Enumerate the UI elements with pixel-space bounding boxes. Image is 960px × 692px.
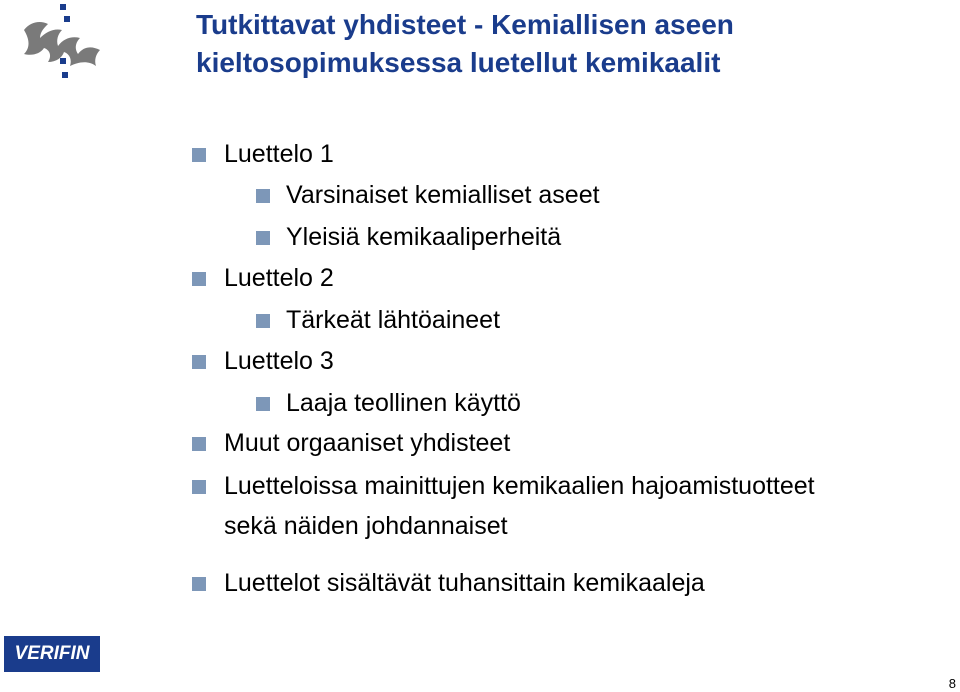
bullet-continuation xyxy=(224,511,508,541)
square-bullet-icon xyxy=(192,480,206,494)
bullet-text: Luettelot sisältävät tuhansittain kemikaaleja xyxy=(224,569,705,597)
bullet-item xyxy=(224,471,815,501)
page-number: 8 xyxy=(948,676,956,691)
bullet-item xyxy=(224,346,334,376)
square-bullet-icon xyxy=(256,397,270,411)
square-bullet-icon xyxy=(256,231,270,245)
bullet-item xyxy=(286,180,600,210)
bullet-text: Laaja teollinen käyttö xyxy=(286,389,521,417)
square-bullet-icon xyxy=(192,355,206,369)
verifin-logo: VERIFIN xyxy=(4,636,100,672)
bullet-text: Tärkeät lähtöaineet xyxy=(286,306,501,334)
bullet-item xyxy=(224,139,334,169)
bullet-text: Muut orgaaniset yhdisteet xyxy=(224,429,511,457)
bullet-text: Luettelo 3 xyxy=(224,347,334,375)
bullet-text: Varsinaiset kemialliset aseet xyxy=(286,181,600,209)
square-bullet-icon xyxy=(192,148,206,162)
square-bullet-icon xyxy=(192,577,206,591)
bullet-item xyxy=(224,428,510,458)
bullet-item xyxy=(224,568,705,598)
bullet-item xyxy=(286,388,521,418)
slide-title-line-1: Tutkittavat yhdisteet - Kemiallisen aseen xyxy=(196,9,734,40)
bullet-item xyxy=(286,222,561,252)
bullet-text: Luettelo 1 xyxy=(224,140,334,168)
bullet-item xyxy=(224,263,334,293)
slide-title-line-2: kieltosopimuksessa luetellut kemikaalit xyxy=(196,47,721,78)
bullet-text: Yleisiä kemikaaliperheitä xyxy=(286,223,562,251)
square-bullet-icon xyxy=(192,272,206,286)
square-bullet-icon xyxy=(256,314,270,328)
bullet-text: sekä näiden johdannaiset xyxy=(224,512,508,540)
bullet-text: Luettelo 2 xyxy=(224,264,334,292)
square-bullet-icon xyxy=(192,437,206,451)
square-bullet-icon xyxy=(256,189,270,203)
bullet-item xyxy=(286,305,500,335)
bullet-text: Luetteloissa mainittujen kemikaalien hajoamistuotteet xyxy=(224,472,815,500)
